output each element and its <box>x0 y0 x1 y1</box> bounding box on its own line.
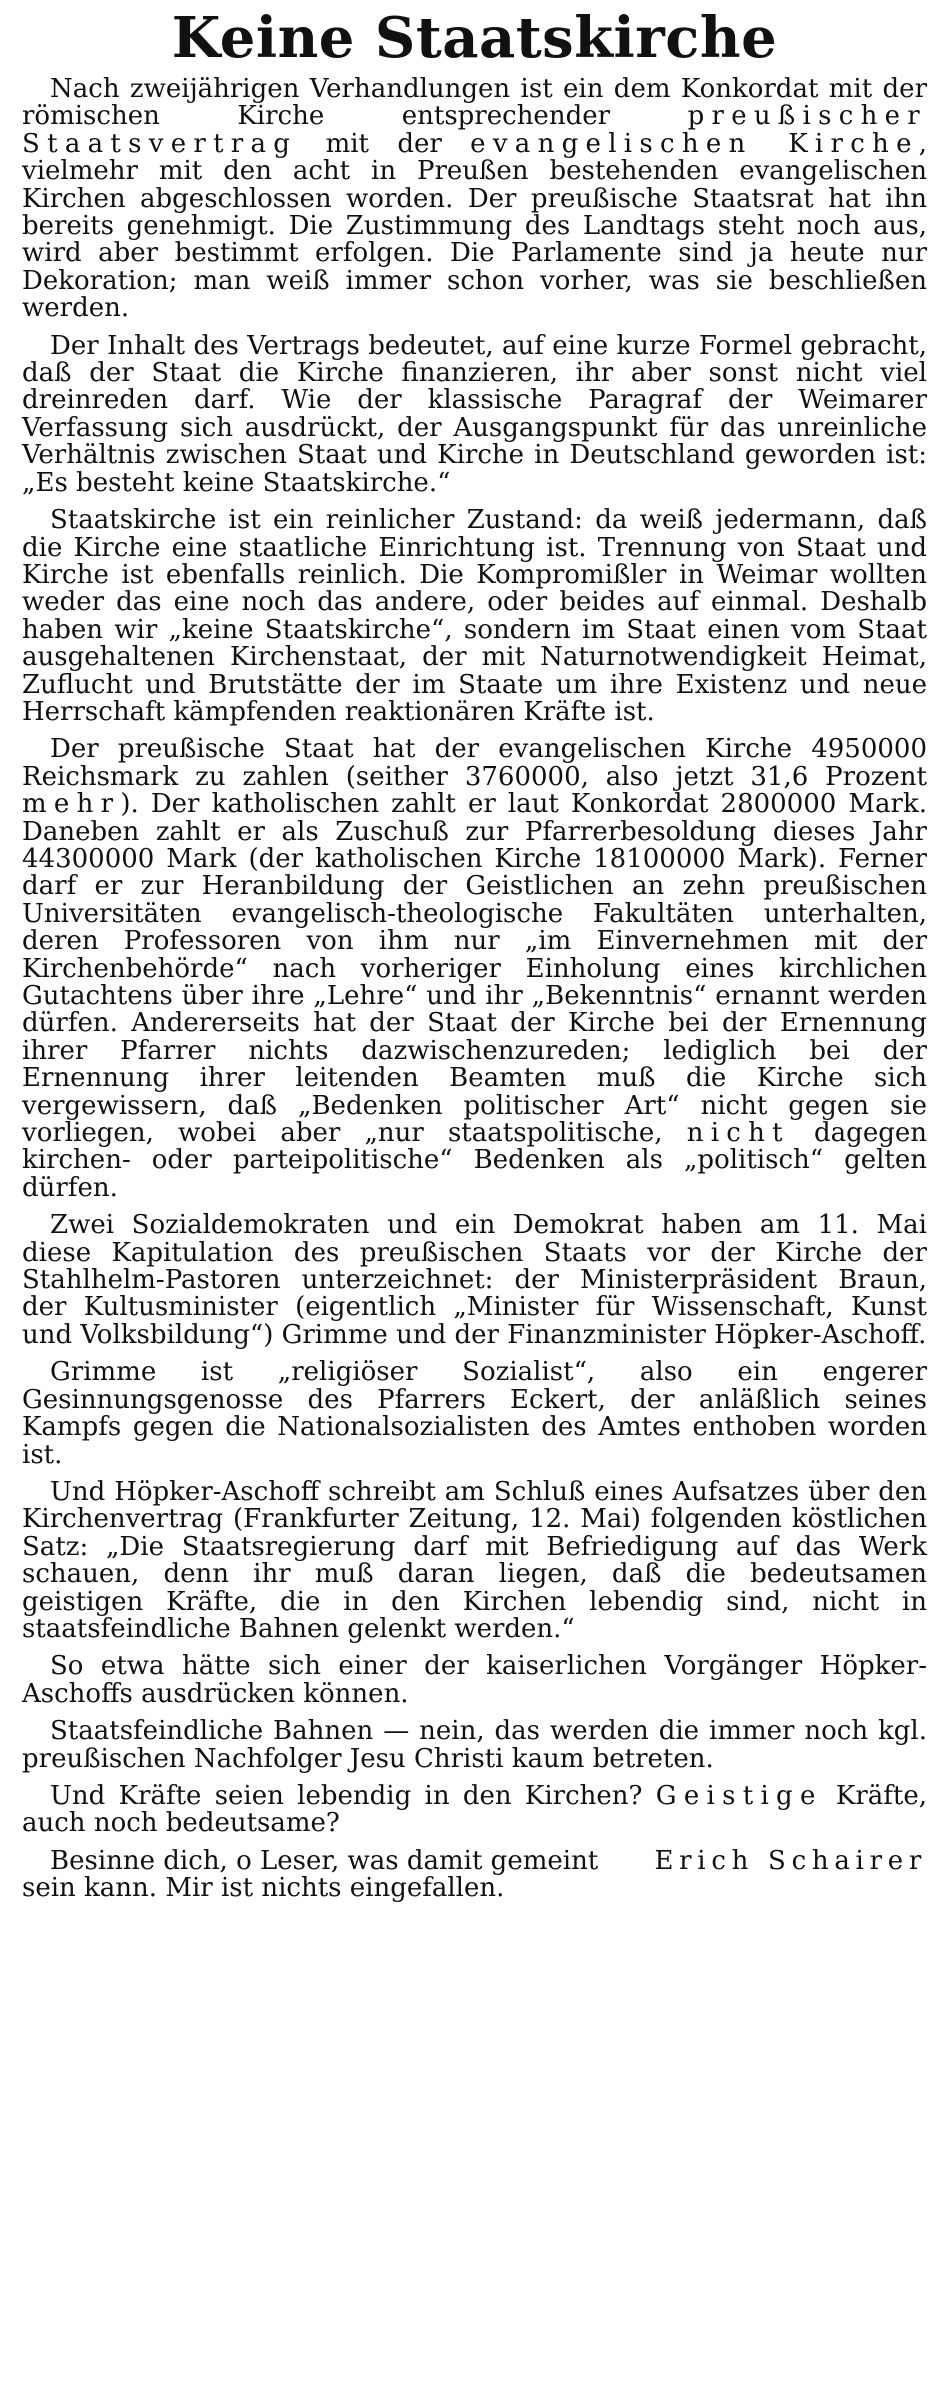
paragraph-text: Staatskirche ist ein reinlicher Zustand: da weiß jedermann, daß die Kirche eine staatliche Einrichtung ist. Trennung von Staat und Kirche ist ebenfalls reinlich. Die Kompromißler in Weimar wollten weder das eine noch das andere, oder beides auf einmal. Deshalb haben wir „keine Staatskirche“, sondern im Staat einen vom Staat ausgehaltenen Kirchenstaat, der mit Naturnotwendigkeit Heimat, Zuflucht und Brutstätte der im Staate um ihre Existenz und neue Herrschaft kämpfenden reaktionären Kräfte ist. <box>22 505 927 727</box>
paragraph-text: ). Der katholischen zahlt er laut Konkordat 2800000 Mark. Daneben zahlt er als Zuschuß zur Pfarrerbesoldung dieses Jahr 44300000 Mark (der katholischen Kirche 18100000 Mark). Ferner darf er zur Heranbildung der Geistlichen an zehn preußischen Universitäten evangelisch-theologische Fakultäten unterhalten, deren Professoren von ihm nur „im Einvernehmen mit der Kirchenbehörde“ nach vorheriger Einholung eines kirchlichen Gutachtens über ihre „Lehre“ und ihr „Bekenntnis“ ernannt werden dürfen. Andererseits hat der Staat der Kirche bei der Ernennung ihrer Pfarrer nichts dazwischenzureden; lediglich bei der Ernennung ihrer leitenden Beamten muß die Kirche sich vergewissern, daß „Bedenken politischer Art“ nicht gegen sie vorliegen, wobei aber „nur staatspolitische, <box>22 789 927 1149</box>
article-paragraph <box>22 1653 927 1708</box>
article-paragraph <box>22 76 927 323</box>
paragraph-text: Der Inhalt des Vertrags bedeutet, auf eine kurze Formel gebracht, daß der Staat die Kirche finanzieren, ihr aber sonst nicht viel dreinreden darf. Wie der klassische Paragraf der Weimarer Verfassung sich ausdrückt, der Ausgangspunkt für das unreinliche Verhältnis zwischen Staat und Kirche in Deutschland geworden ist: „Es besteht keine Staatskirche.“ <box>22 330 927 498</box>
paragraph-text: Grimme ist „religiöser Sozialist“, also ein engerer Gesinnungsgenosse des Pfarrers Eckert, der anläßlich seines Kampfs gegen die Nationalsozialisten des Amtes enthoben worden ist. <box>22 1357 927 1470</box>
article-paragraph <box>22 1718 927 1773</box>
article-paragraph <box>22 507 927 726</box>
paragraph-text: Und Kräfte seien lebendig in den Kirchen? <box>50 1780 656 1811</box>
closing-paragraph <box>22 1845 927 1904</box>
article-paragraph <box>22 330 927 498</box>
closing-text: Besinne dich, o Leser, was damit gemeint sein kann. Mir ist nichts eingefallen. <box>22 1845 599 1904</box>
paragraph-text: Nach zweijährigen Verhandlungen ist ein dem Konkordat mit der römischen Kirche entsprechender <box>22 74 927 132</box>
paragraph-text: Staatsfeindliche Bahnen — nein, das werden die immer noch kgl. preußischen Nachfolger Jesu Christi kaum betreten. <box>22 1716 927 1774</box>
article-paragraph <box>22 736 927 1202</box>
article-body <box>22 76 927 1903</box>
emphasized-text: mehr <box>22 789 121 820</box>
emphasized-text: preußischer Staatsvertrag <box>22 101 927 159</box>
paragraph-text: mit der <box>297 128 471 159</box>
emphasized-text: Geistige <box>655 1780 823 1811</box>
paragraph-text: , vielmehr mit den acht in Preußen bestehenden evangelischen Kirchen abgeschlossen worden. Der preußische Staatsrat hat ihn bereits genehmigt. Die Zustimmung des Landtags steht noch aus, wird aber bestimmt erfolgen. Die Parlamente sind ja heute nur Dekoration; man weiß immer schon vorher, was sie beschließen werden. <box>22 128 927 324</box>
paragraph-text: So etwa hätte sich einer der kaiserlichen Vorgänger Höpker-Aschoffs ausdrücken können. <box>22 1651 927 1709</box>
paragraph-text: Kräfte, auch noch bedeutsame? <box>22 1780 928 1839</box>
emphasized-text: nicht <box>686 1118 790 1149</box>
article-paragraphs <box>22 76 927 1838</box>
paragraph-text: Zwei Sozialdemokraten und ein Demokrat haben am 11. Mai diese Kapitulation des preußischen Staats vor der Kirche der Stahlhelm-Pastoren unterzeichnet: der Ministerpräsident Braun, der Kultusminister (eigentlich „Minister für Wissenschaft, Kunst und Volksbildung“) Grimme und der Finanzminister Höpker-Aschoff. <box>22 1210 927 1350</box>
emphasized-text: evangelischen Kirche <box>470 128 919 159</box>
article-paragraph <box>22 1359 927 1469</box>
article-title: Keine Staatskirche <box>171 5 778 71</box>
article-paragraph <box>22 1476 927 1644</box>
paragraph-text: Der preußische Staat hat der evangelischen Kirche 4950000 Reichsmark zu zahlen (seither 3760000, also jetzt 31,6 Prozent <box>22 734 927 792</box>
paragraph-text: Und Höpker-Aschoff schreibt am Schluß eines Aufsatzes über den Kirchenvertrag (Frankfurter Zeitung, 12. Mai) folgenden köstlichen Satz: „Die Staatsregierung darf mit Befriedigung auf das Werk schauen, denn ihr muß daran liegen, daß die bedeutsamen geistigen Kräfte, die in den Kirchen lebendig sind, nicht in staatsfeindliche Bahnen gelenkt werden.“ <box>22 1476 927 1644</box>
author-signature: Erich Schairer <box>654 1845 927 1876</box>
article-paragraph <box>22 1780 928 1839</box>
article-paragraph <box>22 1212 927 1349</box>
paragraph-text: dagegen kirchen- oder parteipolitische“ Bedenken als „politisch“ gelten dürfen. <box>22 1118 927 1203</box>
